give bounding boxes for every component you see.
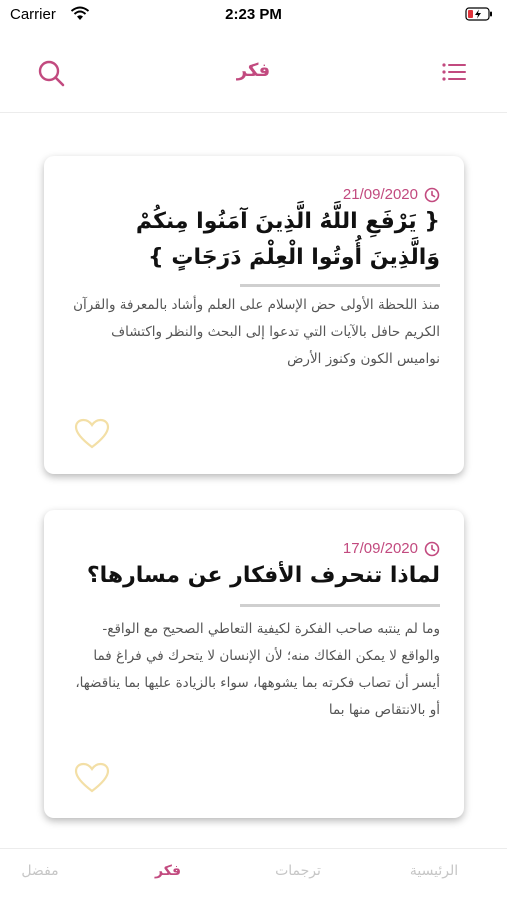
carrier-label: Carrier — [10, 6, 56, 23]
list-menu-icon[interactable] — [440, 60, 470, 84]
status-bar — [0, 0, 507, 32]
post-date: 21/09/2020 — [342, 186, 418, 203]
clock-icon — [424, 541, 440, 557]
heart-icon[interactable] — [74, 418, 110, 450]
tab-bar — [0, 848, 507, 901]
navigation-bar — [0, 40, 507, 113]
title-divider — [240, 284, 440, 287]
tab-translations[interactable]: ترجمات — [275, 863, 321, 879]
post-excerpt: منذ اللحظة الأولى حض الإسلام على العلم وأشاد بالمعرفة والقرآن الكريم حافل بالآيات التي تدعوا إلى البحث والنظر واكتشاف نواميس الكون وكنوز الأرض — [73, 297, 440, 367]
title-divider — [240, 604, 440, 607]
post-date: 17/09/2020 — [342, 540, 418, 557]
status-time: 2:23 PM — [225, 6, 282, 23]
post-date-row — [343, 540, 440, 557]
tab-home[interactable]: الرئيسية — [409, 863, 459, 879]
post-date-row — [343, 186, 440, 203]
battery-charging-icon — [465, 7, 493, 21]
post-excerpt: وما لم ينتبه صاحب الفكرة لكيفية التعاطي الصحيح مع الواقع- والواقع لا يمكن الفكاك منه؛ لأن الإنسان لا يتحرك في فراغ فما أيسر أن تصاب فكرته بما يشوهها، سواء بالزيادة عليها بما يناقضها، أو بالانتقاص منها بما — [75, 621, 440, 718]
post-card[interactable] — [44, 510, 464, 818]
post-title: { يَرْفَعِ اللَّهُ الَّذِينَ آمَنُوا مِنكُمْ وَالَّذِينَ أُوتُوا الْعِلْمَ دَرَجَاتٍ } — [135, 209, 440, 270]
tab-favorites[interactable]: مفضل — [21, 863, 59, 879]
tab-think[interactable]: فكر — [154, 863, 182, 879]
post-title: لماذا تنحرف الأفكار عن مسارها؟ — [86, 563, 440, 588]
post-card[interactable] — [44, 156, 464, 474]
heart-icon[interactable] — [74, 762, 110, 794]
clock-icon — [424, 187, 440, 203]
page-title: فكر — [236, 60, 271, 81]
